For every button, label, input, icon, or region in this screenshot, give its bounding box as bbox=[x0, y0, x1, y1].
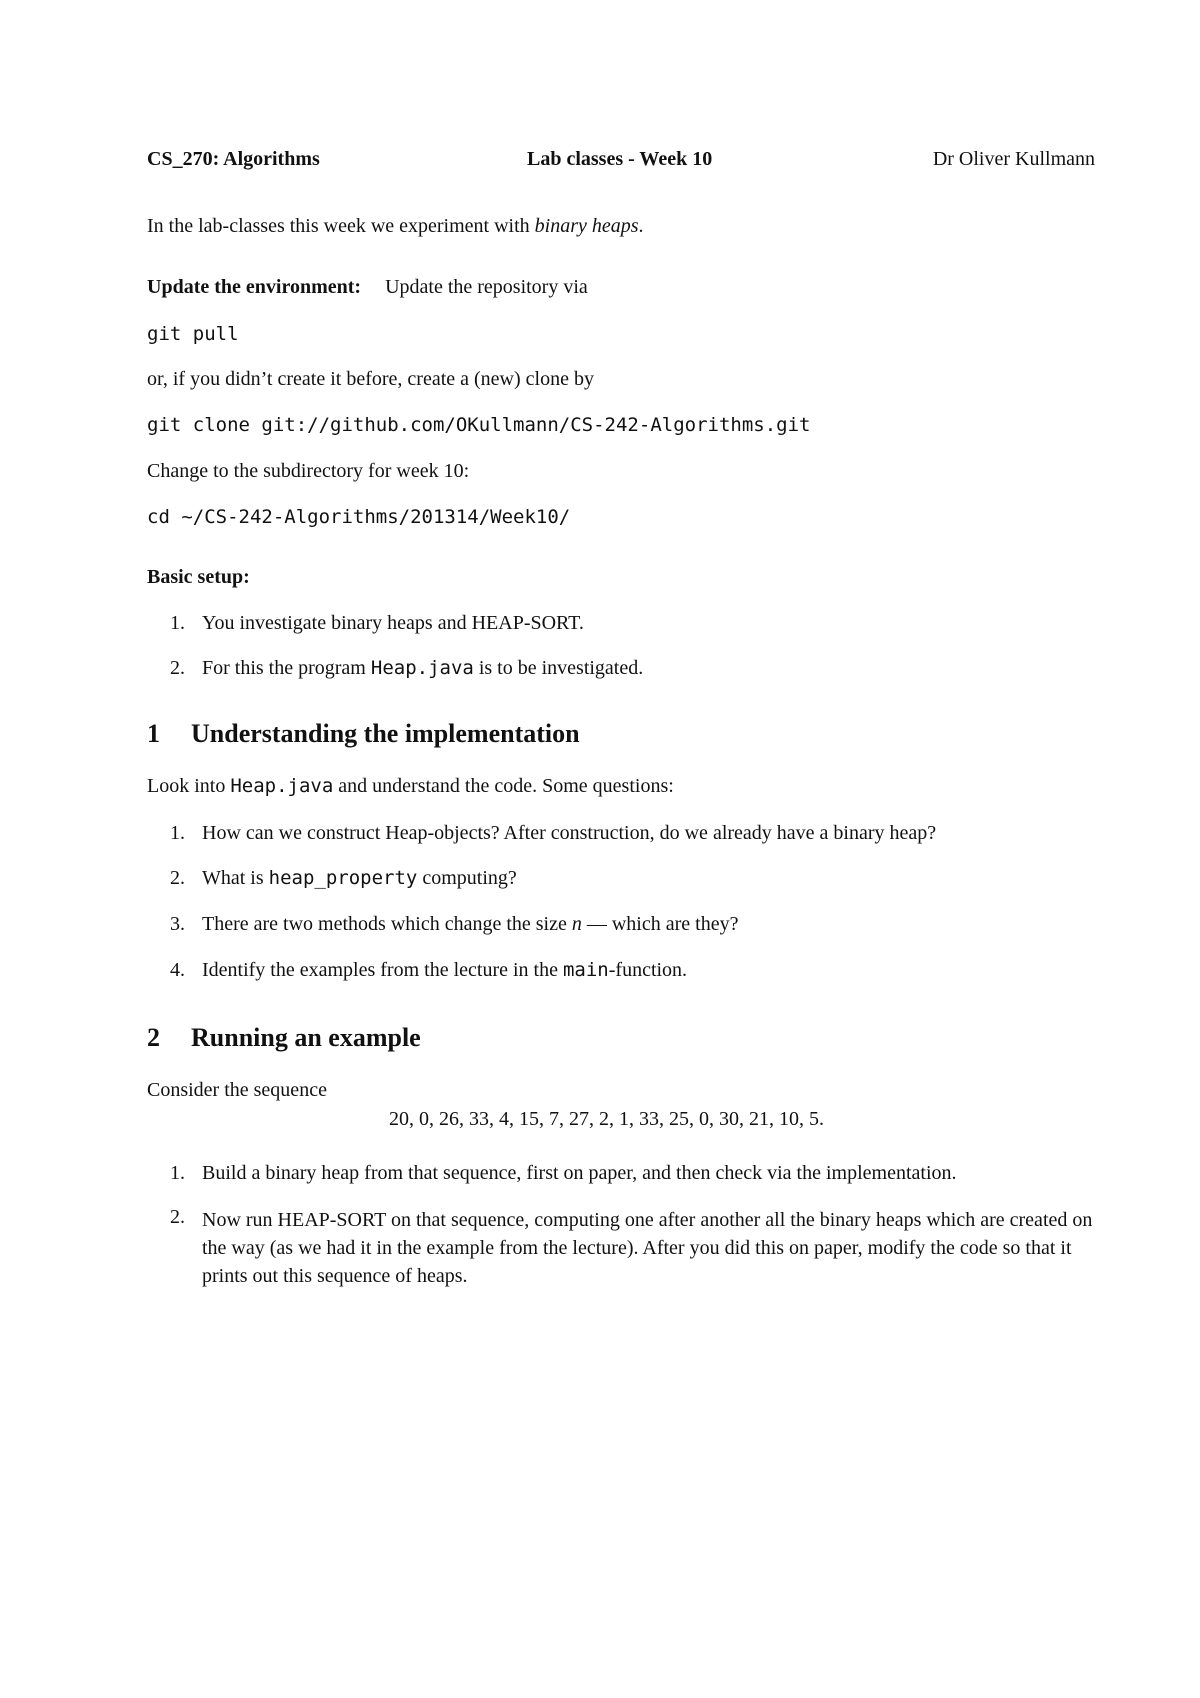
list-item: 4. Identify the examples from the lecture in the main-function. bbox=[170, 959, 688, 981]
list-item: 3. There are two methods which change the size n — which are they? bbox=[170, 913, 739, 935]
basic-setup-label: Basic setup: bbox=[147, 566, 250, 588]
git-pull-command: git pull bbox=[147, 323, 239, 345]
list-item: 2. What is heap_property computing? bbox=[170, 867, 517, 889]
section-2-heading: 2 Running an example bbox=[147, 1023, 421, 1052]
number-sequence: 20, 0, 26, 33, 4, 15, 7, 27, 2, 1, 33, 25, 0, 30, 21, 10, 5. bbox=[389, 1108, 824, 1130]
git-clone-command: git clone git://github.com/OKullmann/CS-242-Algorithms.git bbox=[147, 414, 811, 436]
update-paragraph bbox=[147, 276, 588, 299]
list-item: 1. Build a binary heap from that sequence, first on paper, and then check via the implementation. bbox=[170, 1162, 957, 1184]
change-dir-instruction: Change to the subdirectory for week 10: bbox=[147, 460, 470, 482]
list-item: 2. Now run HEAP-SORT on that sequence, computing one after another all the binary heaps which are created on the way (as we had it in the example from the lecture). After you did this on paper, modify the code so that it prints out this sequence of heaps. bbox=[170, 1206, 1093, 1287]
intro-emphasis: binary heaps bbox=[534, 215, 639, 237]
page-header bbox=[147, 148, 1095, 176]
clone-instruction: or, if you didn’t create it before, create a (new) clone by bbox=[147, 368, 594, 390]
lab-title: Lab classes - Week 10 bbox=[527, 148, 713, 170]
intro-paragraph: In the lab-classes this week we experiment with binary heaps. bbox=[147, 215, 644, 237]
update-text: Update the repository via bbox=[385, 276, 588, 298]
list-item: 2. For this the program Heap.java is to be investigated. bbox=[170, 657, 644, 679]
section-1-lead: Look into Heap.java and understand the code. Some questions: bbox=[147, 775, 674, 797]
update-label: Update the environment: bbox=[147, 276, 362, 298]
list-item: 1. You investigate binary heaps and HEAP-SORT. bbox=[170, 612, 584, 634]
author-name: Dr Oliver Kullmann bbox=[932, 148, 1095, 170]
section-2-lead: Consider the sequence bbox=[147, 1079, 327, 1101]
cd-command: cd ~/CS-242-Algorithms/201314/Week10/ bbox=[147, 506, 571, 528]
course-code: CS_270: Algorithms bbox=[147, 148, 320, 170]
list-item: 1. How can we construct Heap-objects? After construction, do we already have a binary heap? bbox=[170, 822, 937, 844]
section-1-heading: 1 Understanding the implementation bbox=[147, 719, 580, 748]
